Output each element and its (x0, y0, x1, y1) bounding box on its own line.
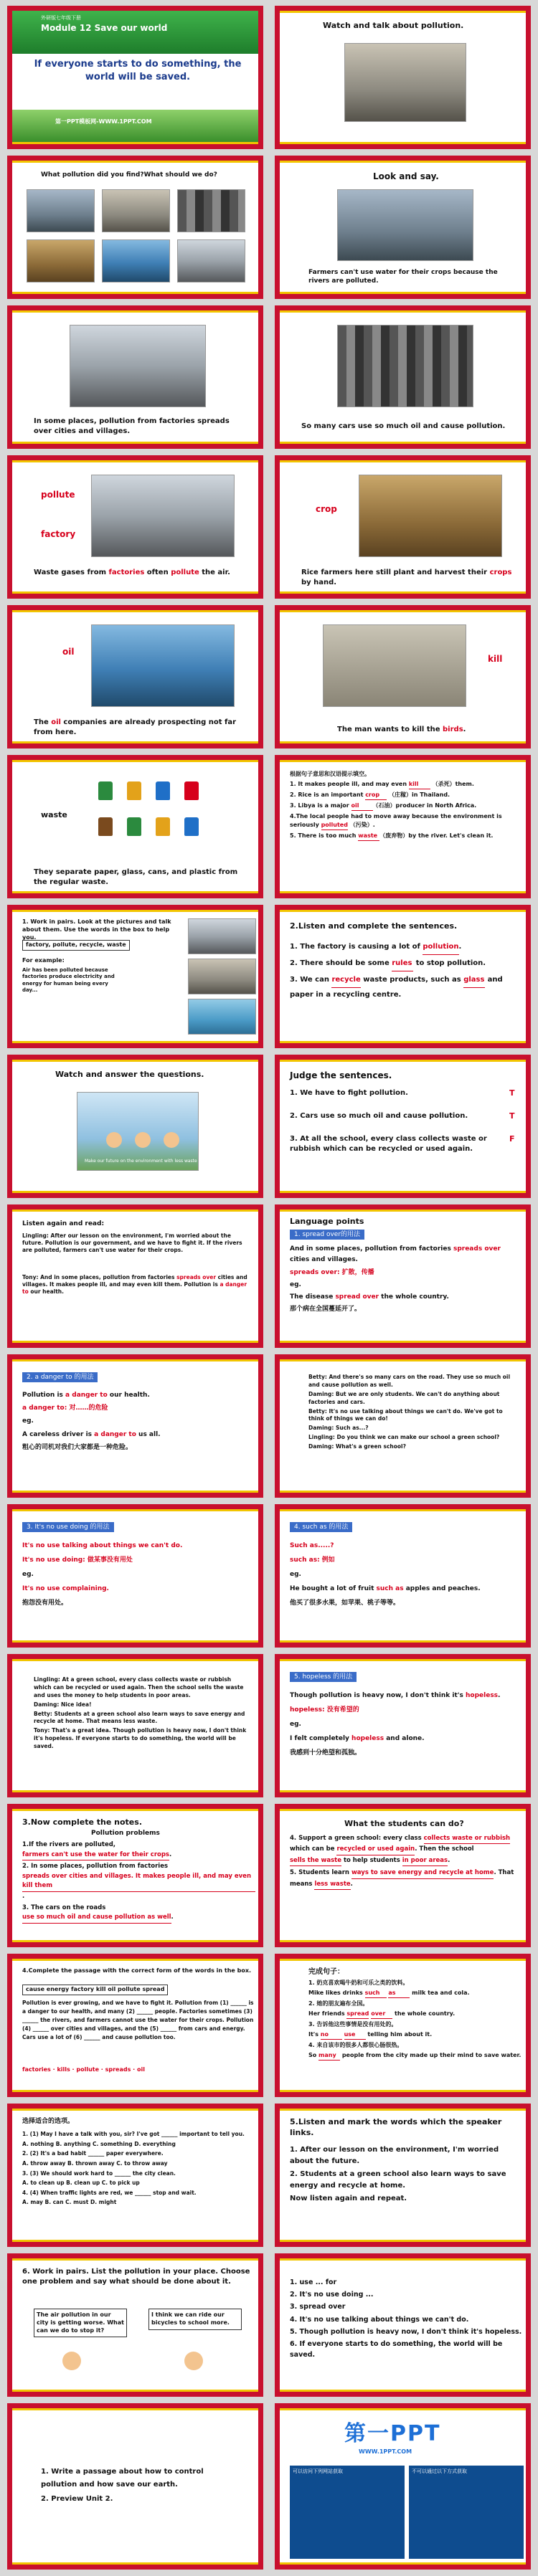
slide-9 (7, 605, 263, 748)
point-heading: 5. hopeless 的用法 (290, 1672, 357, 1682)
vocab-word-factory: factory (41, 529, 76, 539)
slide-text: The oil companies are already prospecting not far from here. (34, 718, 237, 736)
slide-question: What pollution did you find?What should we do? (41, 171, 217, 179)
slide-31 (7, 2253, 263, 2397)
slide-title: Watch and answer the questions. (55, 1070, 204, 1079)
slide-8 (275, 455, 531, 599)
judge-2: 2. Cars use so much oil and cause pollution. (290, 1112, 468, 1120)
vocab-word-kill: kill (488, 654, 503, 664)
brand-logo: 第一PPT (344, 2421, 441, 2446)
slide-17 (7, 1204, 263, 1348)
slide-11 (7, 755, 263, 898)
example-text: Air has been polluted because factories produce electricity and energy for human being every day... (22, 967, 115, 994)
factory-chimney-photo (91, 475, 235, 557)
slide-19 (7, 1354, 263, 1498)
point-heading: 2. a danger to 的用法 (22, 1372, 98, 1382)
slide-33 (7, 2403, 263, 2570)
point-body: And in some places, pollution from factories spreads over cities and villages. spreads over: 扩散，传播 eg. The disease spread over the whole country. 那个病在全国蔓延开了。 (290, 1245, 501, 1313)
slide-26 (275, 1804, 531, 1947)
slide-29 (7, 2104, 263, 2247)
pollution-photo-4 (27, 239, 95, 282)
answer-1: T (509, 1088, 515, 1098)
notes-body: 4. Support a green school: every class collects waste or rubbish which can be recycled or used again. Then the school sells the waste to help students in poor areas. 5. Students learn ways to save energy and recycle at home. That means less waste. (290, 1833, 523, 1891)
slide-text: In some places, pollution from factories spreads over cities and villages. (34, 417, 230, 435)
info-panel-left-title: 可以访问下列网站获取 (293, 2468, 343, 2474)
slide-title: 3.Now complete the notes. (22, 1817, 142, 1827)
vocab-word-crop: crop (316, 504, 337, 514)
slide-16 (275, 1055, 531, 1198)
pollution-photo-6 (177, 239, 245, 282)
slide-5 (7, 305, 263, 449)
slide-12 (275, 755, 531, 898)
slide-6 (275, 305, 531, 449)
slide-3 (7, 156, 263, 299)
slide-title: If everyone starts to do something, the world will be saved. (34, 59, 242, 82)
judge-3: 3. At all the school, every class collects waste or rubbish which can be recycled or used again. (290, 1135, 487, 1153)
slide-24 (275, 1654, 531, 1797)
dialogue: Betty: And there's so many cars on the road. They use so much oil and cause pollution as well. Daming: But we are only students. We can't do anything about factories and cars. Betty: It's no use talking about things we can't do. We've got to think of things we can do! Daming: Such as...? Lingling: Do you think we can make our school a green school? Daming: What's a green school? (308, 1374, 511, 1450)
summary-list: 1. use ... for 2. It's no use doing ... 3. spread over 4. It's no use talking about things we can't do. 5. Though pollution is heavy now, I don't think it's hopeless. 6. If everyone starts to do something, the world will be saved. (290, 2278, 522, 2359)
info-panel-right-title: 不可以通过以下方式获取 (412, 2468, 467, 2474)
answers: factories · kills · pollute · spreads · oil (22, 2066, 145, 2073)
slide-text: They separate paper, glass, cans, and plastic from the regular waste. (34, 868, 238, 886)
example-label: For example: (22, 957, 65, 964)
slide-title: Look and say. (373, 171, 439, 181)
homework-list: 1. Write a passage about how to control pollution and how save our earth. 2. Preview Unit 2. (41, 2468, 204, 2503)
slide-text: The man wants to kill the birds. (337, 726, 466, 733)
pollution-photo-1 (27, 189, 95, 232)
dialogue-2: Tony: And in some places, pollution from factories spreads over cities and villages. It makes people ill, and may even kill them. Pollution is a danger to our health. (22, 1274, 247, 1296)
river-photo (337, 189, 473, 261)
word-box: cause energy factory kill oil pollute spread (22, 1985, 168, 1995)
listening-sentences: 1. The factory is causing a lot of pollution. 2. There should be some rules to stop pollution. 3. We can recycle waste products, such as glass and paper in a recycling centre. (290, 940, 519, 1004)
slide-title: Judge the sentences. (290, 1070, 392, 1080)
slide-15 (7, 1055, 263, 1198)
linking-sentences: 1. After our lesson on the environment, I'm worried about the future. 2. Students at a green school also learn ways to save energy and recycle at home. Now listen again and repeat. (290, 2146, 506, 2202)
video-frame[interactable] (77, 1092, 199, 1171)
slide-title: 2.Listen and complete the sentences. (290, 921, 458, 931)
slide-28 (275, 1954, 531, 2097)
slide-title: What the students can do? (344, 1819, 464, 1828)
slide-23 (7, 1654, 263, 1797)
factory-photo (70, 325, 206, 407)
slide-title: Watch and talk about pollution. (323, 21, 464, 30)
notes-subtitle: Pollution problems (91, 1830, 160, 1837)
point-body: Though pollution is heavy now, I don't think it's hopeless. hopeless: 没有希望的 eg. I felt completely hopeless and alone. 我感到十分绝望和孤独。 (290, 1692, 501, 1757)
student-avatar-2 (184, 2352, 203, 2370)
module-label: Module 12 Save our world (41, 23, 168, 33)
speech-bubble-1: The air pollution in our city is getting worse. What can we do to stop it? (34, 2309, 127, 2337)
slide-text: Farmers can't use water for their crops because the rivers are polluted. (308, 269, 498, 285)
photo-a (188, 918, 256, 954)
judge-1: 1. We have to fight pollution. (290, 1089, 408, 1097)
slide-30 (275, 2104, 531, 2247)
city-smog-photo (344, 43, 466, 122)
slide-14 (275, 905, 531, 1048)
pollution-photo-5 (102, 239, 170, 282)
point-body: Such as.....? such as: 例如 eg. He bought a lot of fruit such as apples and peaches. 他买了很多水果，如苹果、桃子等等。 (290, 1542, 481, 1607)
pollution-photo-3 (177, 189, 245, 232)
slide-title: 4.Complete the passage with the correct form of the words in the box. (22, 1967, 252, 1974)
slide-21 (7, 1504, 263, 1648)
translation-exercise: 1. 奶克喜欢喝牛奶和可乐之类的饮料。 Mike likes drinks such as milk tea and cola. 2. 她的朋友遍布全国。 Her friends spread over the whole country. 3. 告诉他这些事情是没有用处的。 It's no use telling him about it. 4. 来自该市的很多人都很心肠很热。 So many people from the city made up their mind to save water. (308, 1979, 524, 2062)
oil-rig-photo (91, 624, 235, 707)
fill-in-exercise: 根据句子意思和汉语提示填空。 1. It makes people ill, and may even kill （杀死）them. 2. Rice is an important crop （庄稼）in Thailand. 3. Libya is a major oil （石油）producer in North Africa. 4.The local people had to move away because the environment is seriously polluted （污染）. 5. There is too much waste （废弃物）by the river. Let's clean it. (290, 770, 527, 842)
photo-b (188, 959, 256, 994)
notes-body: 1.If the rivers are polluted, farmers can't use the water for their crops. 2. In some places, pollution from factories spreads over cities and villages. It makes people ill, and may even kill them. 3. The cars on the roads use so much oil and cause pollution as well. (22, 1840, 255, 1925)
slide-4 (275, 156, 531, 299)
traffic-photo (337, 325, 473, 407)
dialogue: Lingling: At a green school, every class collects waste or rubbish which can be recycled or used again. Then the school sells the waste and uses the money to help students in poor areas. Daming: Nice idea! Betty: Students at a green school also learn ways to save energy and recycle at home. That means less waste. Tony: That's a great idea. Though pollution is heavy now, I don't think it's hopeless. If everyone starts to do something, the world will be saved. (34, 1676, 247, 1749)
slide-22 (275, 1504, 531, 1648)
slide-20 (275, 1354, 531, 1498)
vocab-word-oil: oil (62, 647, 75, 657)
answer-3: F (509, 1134, 515, 1144)
word-box: factory, pollute, recycle, waste (22, 940, 130, 951)
hunter-photo (323, 624, 466, 707)
point-heading: 1. spread over的用法 (290, 1230, 364, 1240)
slide-27 (7, 1954, 263, 2097)
slide-title: 6. Work in pairs. List the pollution in your place. Choose one problem and say what should be done about it. (22, 2268, 250, 2286)
dialogue-1: Lingling: After our lesson on the environment, I'm worried about the future. Pollution is our government, and we have to fight it. If the rivers are polluted, farmers can't use water for their crops. (22, 1232, 242, 1254)
vocab-word-pollute: pollute (41, 490, 75, 500)
pollution-photo-2 (102, 189, 170, 232)
top-label: 外研版七年级下册 (41, 15, 81, 21)
speech-bubble-2: I think we can ride our bicycles to school more. (148, 2309, 242, 2330)
slide-13 (7, 905, 263, 1048)
slide-title: 完成句子： (308, 1968, 344, 1976)
answer-2: T (509, 1111, 515, 1121)
slide-text: So many cars use so much oil and cause pollution. (301, 422, 506, 430)
slide-25 (7, 1804, 263, 1947)
slide-text: Rice farmers here still plant and harvest their crops by hand. (301, 569, 512, 586)
point-heading: 4. such as 的用法 (290, 1522, 352, 1532)
slide-title: 5.Listen and mark the words which the speaker links. (290, 2117, 502, 2137)
slide-18 (275, 1204, 531, 1348)
slide-title: Language points (290, 1217, 364, 1226)
photo-c (188, 999, 256, 1035)
crops-photo (359, 475, 502, 557)
point-body: It's no use talking about things we can't do. It's no use doing: 做某事没有用处 eg. It's no use complaining. 抱怨没有用处。 (22, 1542, 183, 1607)
slide-34 (275, 2403, 531, 2570)
slide-2 (275, 6, 531, 149)
slide-title: 选择适合的选项。 (22, 2118, 75, 2125)
point-heading: 3. It's no use doing 的用法 (22, 1522, 114, 1532)
brand-site[interactable]: WWW.1PPT.COM (359, 2448, 412, 2455)
choice-exercise: 1. (1) May I have a talk with you, sir? I've got ______ important to tell you. A. nothing B. anything C. something D. everything 2. (2) It's a bad habit ______ paper everywhere. A. throw away B. thrown away C. to throw away 3. (3) We should work hard to ______ the city clean. A. to clean up B. clean up C. to pick up 4. (4) When traffic lights are red, we ______ stop and wait. A. may B. can C. must D. might (22, 2131, 245, 2206)
video-caption: Make our future on the environment with less waste (85, 1159, 197, 1164)
passage: Pollution is ever growing, and we have to fight it. Pollution from (1) ______ is a danger to our health, and many (2) ______ people. Factories sometimes (3) ______ the rivers, and farmers cannot use the water for their crops. Pollution (4) ______ over cities and villages, and the (5) ______ from cars and energy. Cars use a lot of (6) ______ and cause pollution too. (22, 2000, 254, 2040)
slide-10 (275, 605, 531, 748)
vocab-word-waste: waste (41, 810, 67, 819)
site-label: 第一PPT模板网-WWW.1PPT.COM (55, 118, 152, 125)
slide-title: Listen again and read: (22, 1220, 105, 1227)
info-panel-right (409, 2466, 524, 2559)
student-avatar-1 (62, 2352, 81, 2370)
point-body: Pollution is a danger to our health. a danger to: 对……的危险 eg. A careless driver is a danger to us all. 粗心的司机对我们大家都是一种危险。 (22, 1392, 161, 1451)
slide-text: Waste gases from factories often pollute the air. (34, 569, 230, 576)
slide-title: 1. Work in pairs. Look at the pictures and talk about them. Use the words in the box to help you. (22, 918, 171, 941)
slide-32 (275, 2253, 531, 2397)
slide-1 (7, 6, 263, 149)
info-panel-left (290, 2466, 405, 2559)
recycle-bins-illustration (91, 774, 235, 857)
slide-7 (7, 455, 263, 599)
